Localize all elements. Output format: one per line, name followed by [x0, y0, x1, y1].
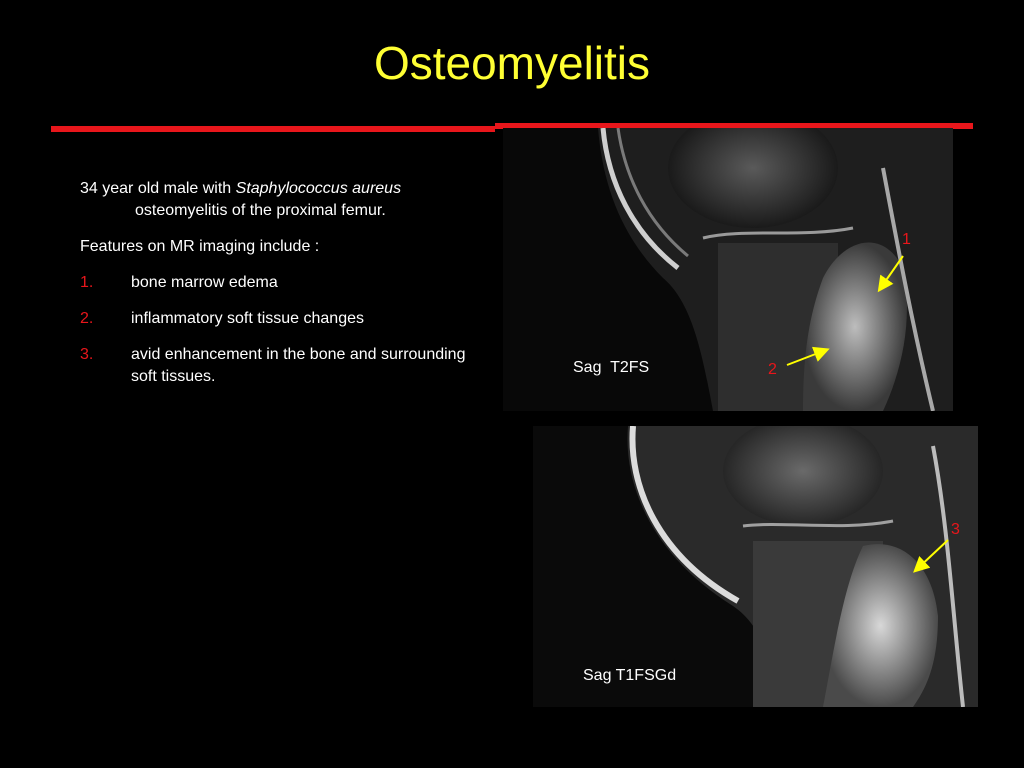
finding-text: inflammatory soft tissue changes	[131, 310, 364, 327]
finding-item	[80, 308, 480, 330]
annotation-marker-2: 2	[768, 361, 777, 378]
title-divider-left	[51, 126, 495, 132]
annotation-marker-1: 1	[902, 231, 911, 248]
image-label-t2fs: Sag T2FS	[573, 359, 650, 376]
finding-item	[80, 272, 480, 294]
case-intro	[80, 178, 480, 222]
mri-image-sagittal-t1fsgd	[533, 426, 978, 707]
finding-item	[80, 344, 480, 388]
mri-image-sagittal-t2fs	[503, 128, 953, 411]
case-description	[80, 178, 480, 388]
features-heading: Features on MR imaging include :	[80, 238, 320, 255]
intro-suffix: osteomyelitis of the proximal femur.	[135, 202, 386, 219]
finding-number: 3.	[80, 346, 94, 363]
finding-text: bone marrow edema	[131, 274, 278, 291]
finding-number: 1.	[80, 274, 94, 291]
finding-number: 2.	[80, 310, 94, 327]
finding-text: avid enhancement in the bone and surrounding soft tissues.	[131, 346, 466, 385]
findings-list	[80, 272, 480, 388]
intro-prefix: 34 year old male with	[80, 180, 236, 197]
organism-name: Staphylococcus aureus	[235, 180, 402, 197]
annotation-marker-3: 3	[951, 521, 960, 538]
image-label-t1fsgd: Sag T1FSGd	[583, 667, 677, 684]
slide-title: Osteomyelitis	[373, 37, 651, 89]
